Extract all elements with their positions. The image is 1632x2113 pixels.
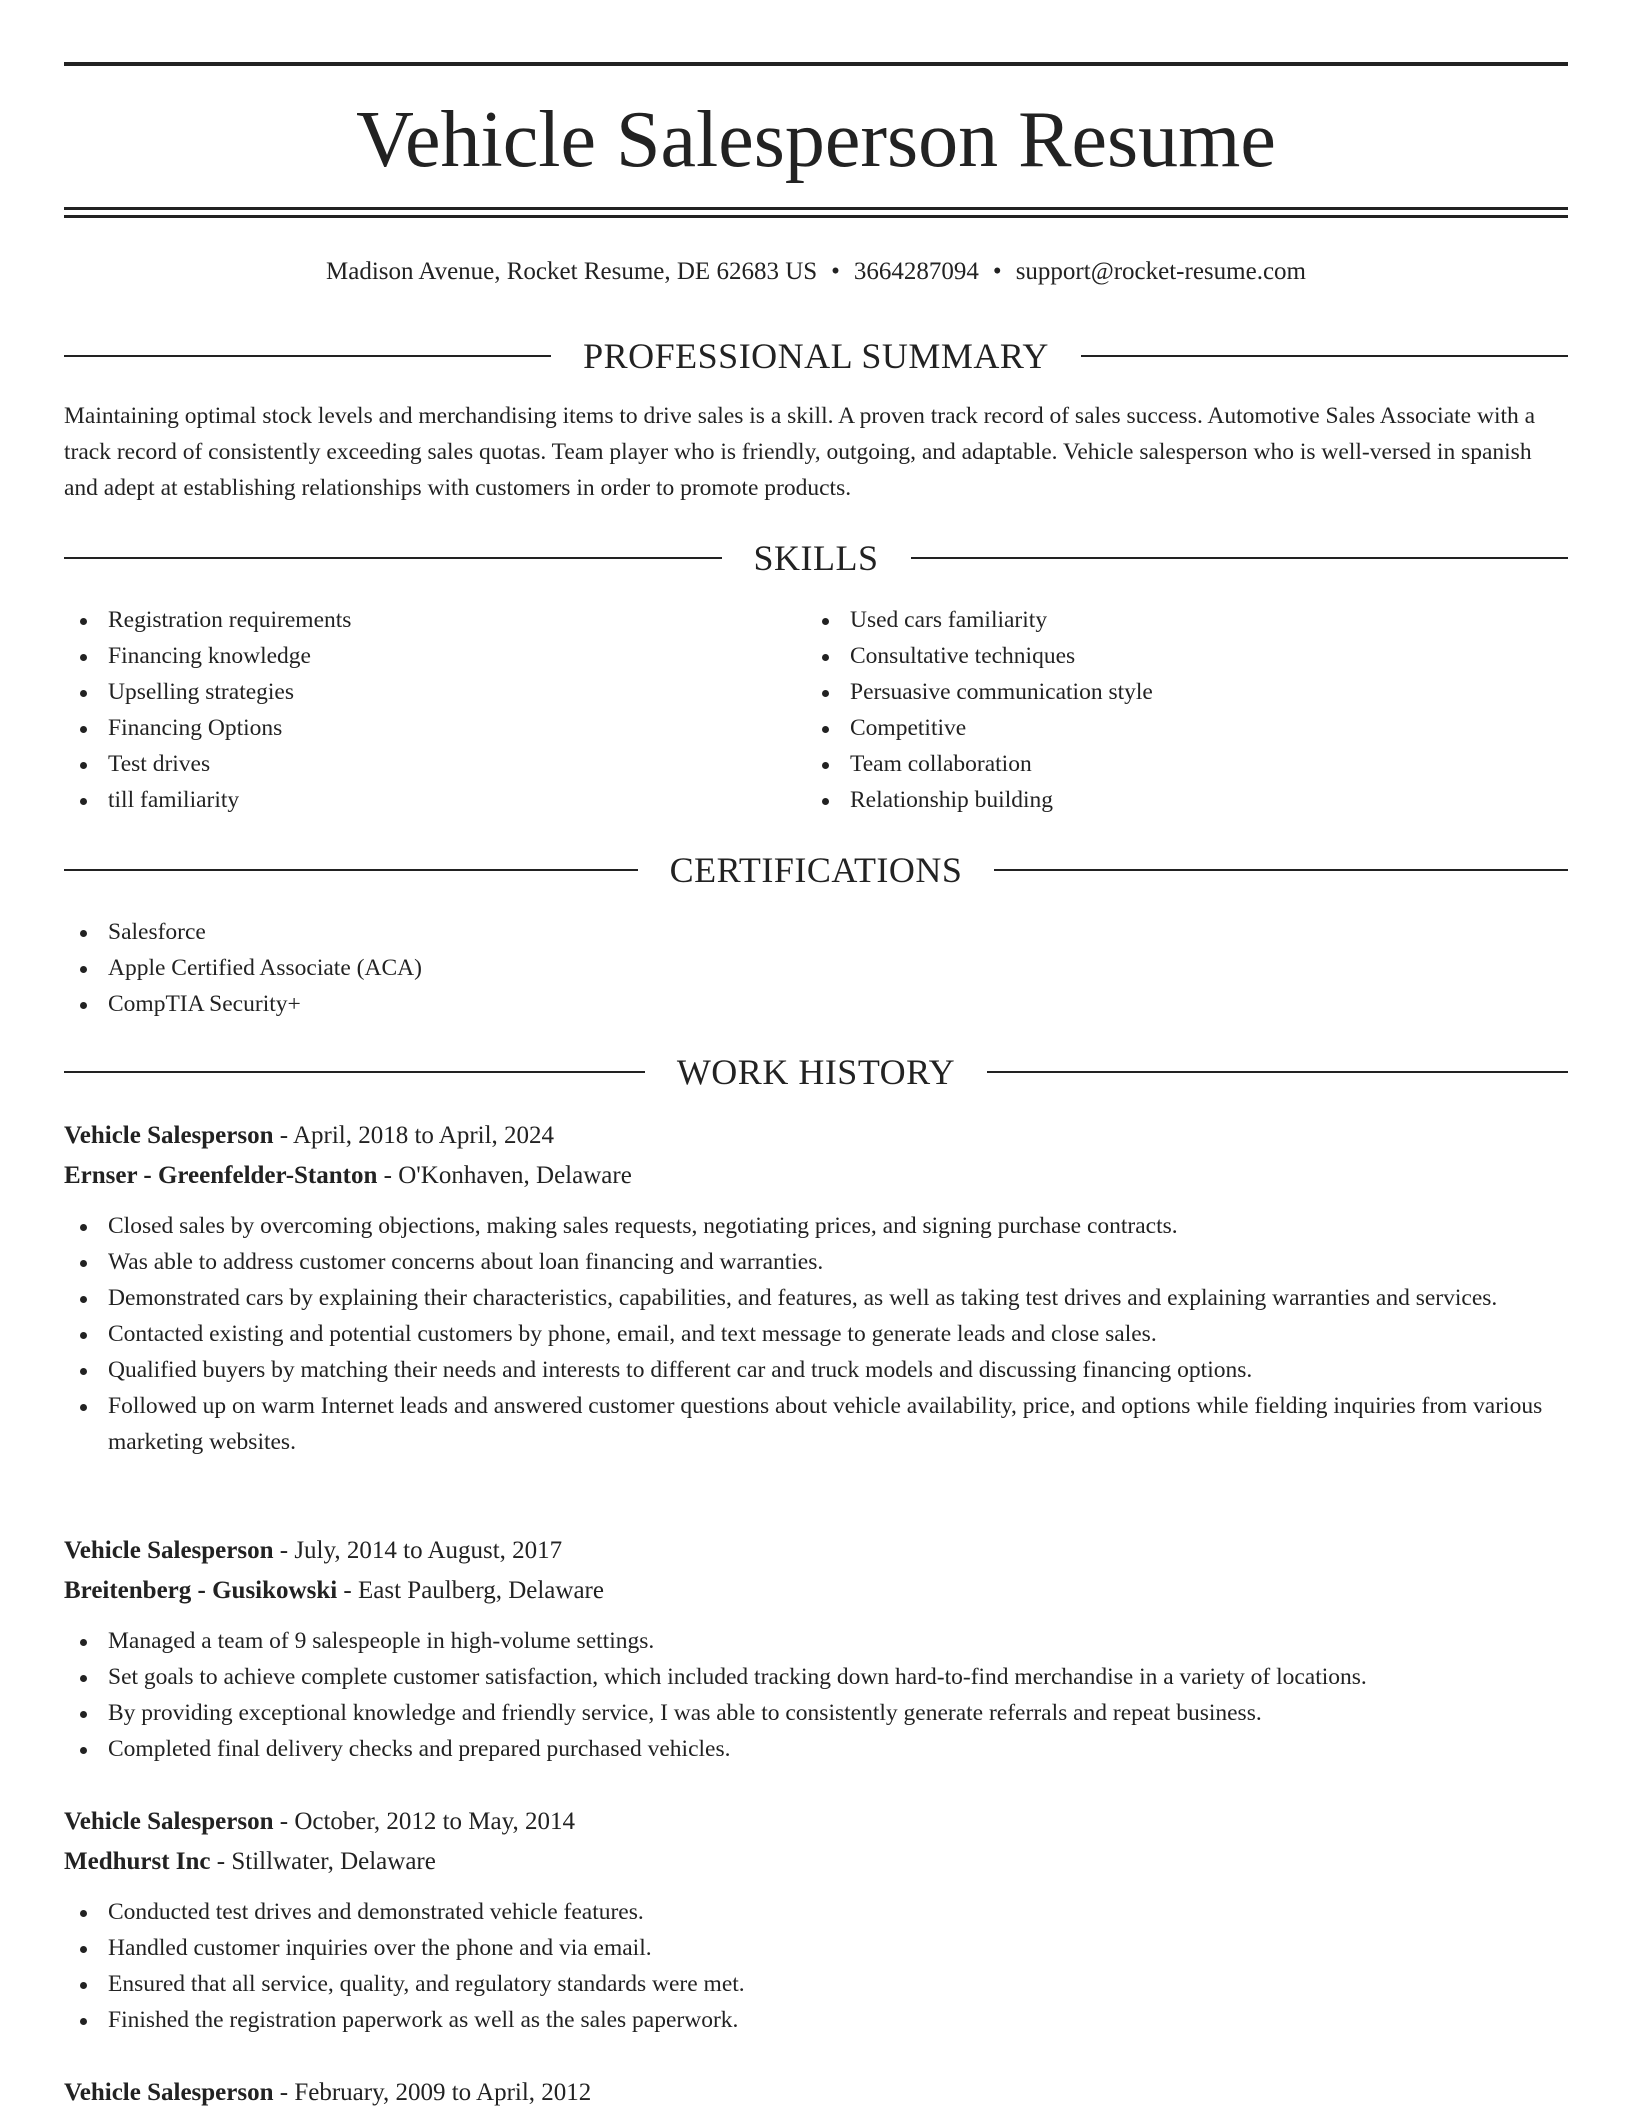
duty-item: Conducted test drives and demonstrated vehicle features. [64,1894,1568,1930]
title-rule-lower [64,215,1568,218]
job-entry [64,1531,1568,1767]
job-duties-list [64,1894,1568,2038]
job-location: - O'Konhaven, Delaware [377,1162,632,1189]
skills-column-left [64,602,804,818]
job-duties-list [64,1623,1568,1767]
job-title: Vehicle Salesperson [64,1122,274,1149]
skill-item: Relationship building [806,782,1568,818]
section-header-summary [64,331,1568,381]
certifications-block [64,914,1568,1022]
section-header-skills [64,533,1568,583]
job-company: Medhurst Inc [64,1848,211,1875]
skill-item: Competitive [806,710,1568,746]
job-entry [64,1802,1568,2038]
duty-item: Set goals to achieve complete customer satisfaction, which included tracking down hard-to-find merchandise in a variety of locations. [64,1659,1568,1695]
skill-item: Test drives [64,746,804,782]
job-location: - East Paulberg, Delaware [337,1577,604,1604]
page-title: Vehicle Salesperson Resume [356,96,1276,184]
job-entry [64,1116,1568,1460]
contact-phone: 3664287094 [853,258,979,285]
divider-line [64,869,638,871]
certification-item: CompTIA Security+ [64,986,1568,1022]
job-company-line [64,1842,1568,1882]
duty-item: Was able to address customer concerns about loan financing and warranties. [64,1244,1568,1280]
divider-line [994,869,1568,871]
duty-item: Contacted existing and potential customers by phone, email, and text message to generate leads and close sales. [64,1316,1568,1352]
duty-item: Qualified buyers by matching their needs and interests to different car and truck models and discussing financing options. [64,1352,1568,1388]
skill-item: till familiarity [64,782,804,818]
contact-separator: • [831,258,840,285]
certification-item: Apple Certified Associate (ACA) [64,950,1568,986]
contact-separator: • [992,258,1002,285]
section-header-work-history [64,1047,1568,1097]
job-duties-list [64,1208,1568,1460]
section-title-summary: PROFESSIONAL SUMMARY [583,336,1049,376]
duty-item: Managed a team of 9 salespeople in high-volume settings. [64,1623,1568,1659]
skills-list-left [64,602,804,818]
job-dates: - October, 2012 to May, 2014 [273,1808,575,1835]
certifications-list [64,914,1568,1022]
job-company-line [64,1571,1568,1611]
skill-item: Consultative techniques [806,638,1568,674]
job-company-line [64,1156,1568,1196]
skill-item: Upselling strategies [64,674,804,710]
duty-item: Ensured that all service, quality, and regulatory standards were met. [64,1966,1568,2002]
section-title-work-history: WORK HISTORY [676,1052,956,1092]
contact-address: Madison Avenue, Rocket Resume, DE 62683 US [326,258,818,285]
job-dates: - February, 2009 to April, 2012 [273,2079,592,2106]
skill-item: Registration requirements [64,602,804,638]
duty-item: Completed final delivery checks and prepared purchased vehicles. [64,1731,1568,1767]
job-company: Breitenberg - Gusikowski [64,1577,338,1604]
top-rule [64,62,1568,66]
duty-item: Demonstrated cars by explaining their characteristics, capabilities, and features, as well as taking test drives and explaining warranties and services. [64,1280,1568,1316]
divider-line [1081,355,1568,357]
duty-item: Followed up on warm Internet leads and answered customer questions about vehicle availability, price, and options while fielding inquiries from various marketing websites. [64,1388,1568,1460]
section-title-certifications: CERTIFICATIONS [669,850,963,890]
skill-item: Financing knowledge [64,638,804,674]
job-company: Ernser - Greenfelder-Stanton [64,1162,378,1189]
divider-line [987,1071,1568,1073]
section-header-certifications [64,845,1568,895]
section-title-skills: SKILLS [753,538,879,578]
job-title-line [64,1531,1568,1571]
job-entry [64,2073,1568,2113]
skills-column-right [806,602,1568,818]
divider-line [64,355,551,357]
job-title: Vehicle Salesperson [64,1808,274,1835]
skill-item: Financing Options [64,710,804,746]
job-title-line [64,1802,1568,1842]
job-title: Vehicle Salesperson [64,1537,274,1564]
summary-text: Maintaining optimal stock levels and merchandising items to drive sales is a skill. A proven track record of sales success. Automotive Sales Associate with a track record of consistently exceeding sales quotas. Team player who is friendly, outgoing, and adaptable. Vehicle salesperson who is well-versed in spanish and adept at establishing relationships with customers in order to promote products. [64,403,1536,501]
job-location: - Stillwater, Delaware [210,1848,436,1875]
skill-item: Used cars familiarity [806,602,1568,638]
skills-list-right [806,602,1568,818]
skill-item: Team collaboration [806,746,1568,782]
contact-line [64,252,1568,292]
job-title-line [64,2073,1568,2113]
duty-item: Handled customer inquiries over the phone and via email. [64,1930,1568,1966]
job-dates: - April, 2018 to April, 2024 [273,1122,555,1149]
divider-line [64,557,722,559]
duty-item: Finished the registration paperwork as well as the sales paperwork. [64,2002,1568,2038]
job-title-line [64,1116,1568,1156]
contact-email: support@rocket-resume.com [1015,258,1306,285]
job-dates: - July, 2014 to August, 2017 [273,1537,563,1564]
duty-item: Closed sales by overcoming objections, making sales requests, negotiating prices, and signing purchase contracts. [64,1208,1568,1244]
divider-line [911,557,1569,559]
title-rule-upper [64,207,1568,210]
duty-item: By providing exceptional knowledge and friendly service, I was able to consistently generate referrals and repeat business. [64,1695,1568,1731]
job-title: Vehicle Salesperson [64,2079,274,2106]
skill-item: Persuasive communication style [806,674,1568,710]
divider-line [64,1071,645,1073]
certification-item: Salesforce [64,914,1568,950]
